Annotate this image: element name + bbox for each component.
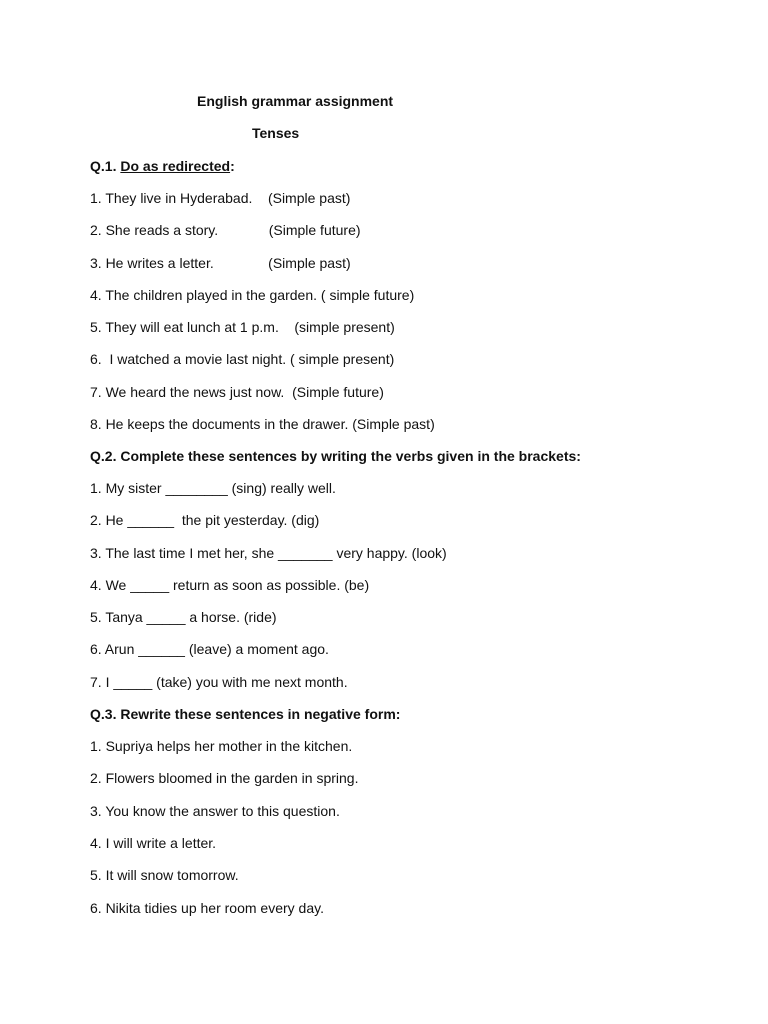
q1-item: 2. She reads a story. (Simple future) — [90, 222, 361, 238]
q1-item: 7. We heard the news just now. (Simple future) — [90, 384, 384, 400]
q2-item: 1. My sister ________ (sing) really well. — [90, 480, 336, 496]
q1-item: 8. He keeps the documents in the drawer. (Simple past) — [90, 416, 435, 432]
q1-item: 6. I watched a movie last night. ( simple present) — [90, 351, 395, 367]
q1-prefix: Q.1. — [90, 158, 121, 174]
q1-item: 4. The children played in the garden. ( simple future) — [90, 287, 415, 303]
q1-item: 5. They will eat lunch at 1 p.m. (simple present) — [90, 319, 395, 335]
q3-heading: Q.3. Rewrite these sentences in negative form: — [90, 706, 401, 722]
q2-item: 3. The last time I met her, she _______ very happy. (look) — [90, 545, 447, 561]
q3-item: 4. I will write a letter. — [90, 835, 217, 851]
q3-item: 1. Supriya helps her mother in the kitchen. — [90, 738, 353, 754]
q1-item: 1. They live in Hyderabad. (Simple past) — [90, 190, 351, 206]
q3-item: 6. Nikita tidies up her room every day. — [90, 900, 324, 916]
q2-item: 5. Tanya _____ a horse. (ride) — [90, 609, 277, 625]
q3-item: 3. You know the answer to this question. — [90, 803, 340, 819]
q2-item: 2. He ______ the pit yesterday. (dig) — [90, 512, 320, 528]
q1-underlined-instruction: Do as redirected — [120, 158, 231, 174]
document-subtitle: Tenses — [252, 125, 300, 141]
document-title: English grammar assignment — [197, 93, 394, 109]
q3-item: 5. It will snow tomorrow. — [90, 867, 239, 883]
q2-heading: Q.2. Complete these sentences by writing the verbs given in the brackets: — [90, 448, 581, 464]
q1-heading — [90, 157, 235, 175]
q2-item: 6. Arun ______ (leave) a moment ago. — [90, 641, 329, 657]
q3-item: 2. Flowers bloomed in the garden in spring. — [90, 770, 359, 786]
q1-suffix: : — [230, 158, 235, 174]
q2-item: 7. I _____ (take) you with me next month. — [90, 674, 348, 690]
q1-item: 3. He writes a letter. (Simple past) — [90, 255, 351, 271]
q2-item: 4. We _____ return as soon as possible. (be) — [90, 577, 370, 593]
